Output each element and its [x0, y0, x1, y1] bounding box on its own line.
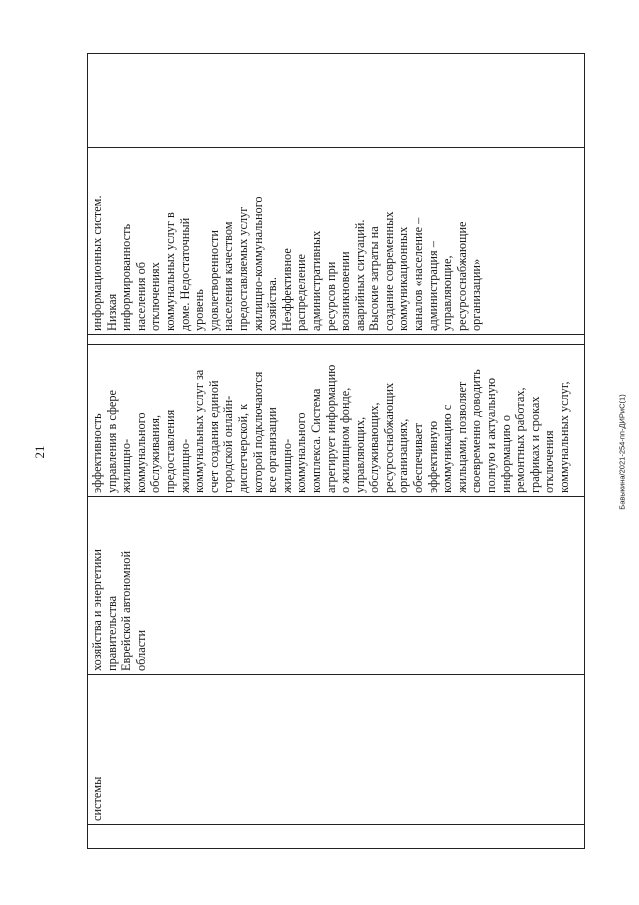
cell-line: о жилищном фонде, [338, 387, 353, 493]
cell-line: Неэффективное [279, 248, 294, 331]
cell-line: населения об [133, 262, 148, 331]
cell-line: информацию о [498, 415, 513, 493]
cell-line: предоставляемых услуг [235, 206, 250, 331]
cell-line: распределение [294, 253, 309, 331]
rotated-table [87, 53, 585, 849]
cell-line: Высокие затраты на [367, 226, 382, 331]
cell-line: коммунальных услуг, [557, 381, 571, 493]
table-cell-responsible [88, 496, 584, 674]
cell-line: эффективность [90, 413, 104, 493]
table-row [88, 54, 584, 848]
cell-line: коммунального [133, 412, 148, 493]
cell-line: организации» [469, 258, 484, 331]
cell-line: которой подключаются [250, 371, 265, 493]
cell-line: отключениях [148, 262, 163, 331]
cell-line: населения качеством [221, 221, 236, 331]
cell-line: коммуникацию с [440, 404, 455, 493]
cell-line: системы [90, 776, 104, 821]
cell-line: области [133, 629, 148, 671]
cell-line: управления в сфере [104, 390, 119, 493]
cell-line: обеспечивает [411, 423, 426, 493]
page-number: 21 [32, 445, 47, 459]
cell-line: каналов «население – [411, 217, 426, 331]
cell-line: управляющих, [352, 416, 367, 493]
cell-line: обслуживающих, [367, 402, 382, 493]
cell-line: хозяйства и энергетики [90, 549, 104, 671]
cell-line: городской онлайн- [221, 395, 236, 493]
cell-line: своевременно доводить [469, 369, 484, 493]
cell-line: удовлетворенности [206, 230, 221, 331]
cell-line: уровень [192, 289, 207, 331]
cell-line: Низкая [104, 293, 119, 331]
cell-line: графиках и сроках [527, 396, 542, 493]
cell-line: информированность [119, 223, 134, 331]
cell-line: административных [308, 230, 323, 331]
table-cell-number [88, 824, 584, 848]
cell-line: ресурсов при [323, 261, 338, 331]
table-cell-empty [88, 54, 584, 147]
cell-line: аварийных ситуаций. [352, 219, 367, 331]
table-cell-description [88, 344, 584, 496]
cell-line: жилищно- [279, 438, 294, 493]
cell-line: эффективную [425, 420, 440, 493]
cell-line: отключения [542, 430, 557, 493]
document-id: Бавыкина/2021-254-пп-ДИРиС(1) [617, 394, 627, 510]
cell-line: ресурсоснабжающих [381, 382, 396, 493]
cell-line: хозяйства. [265, 277, 280, 331]
cell-line: доме. Недостаточный [177, 217, 192, 331]
cell-line: комплекса. Система [308, 388, 323, 493]
table-cell-system [88, 674, 584, 824]
cell-line: информационных систем. [90, 195, 104, 331]
cell-line: жилищно-коммунального [250, 196, 265, 331]
cell-line: коммунального [294, 412, 309, 493]
cell-line: счет создания единой [206, 380, 221, 493]
cell-line: жилищно- [177, 438, 192, 493]
cell-line: жильцами, позволяет [454, 381, 469, 493]
cell-line: предоставления [162, 409, 177, 493]
table-cell-problems [88, 147, 584, 334]
cell-line: коммуникационных [396, 226, 411, 331]
cell-line: организациях, [396, 418, 411, 493]
cell-line: жилищно- [119, 438, 134, 493]
cell-line: создание современных [381, 211, 396, 331]
cell-line: возникновении [338, 251, 353, 331]
cell-line: обслуживания, [148, 414, 163, 493]
cell-line: диспетчерской, к [235, 403, 250, 493]
cell-line: Еврейской автономной [119, 550, 134, 671]
cell-line: правительства [104, 595, 119, 671]
cell-line: ремонтных работах, [513, 387, 528, 493]
cell-line: управляющие, [440, 255, 455, 331]
cell-line: все организации [265, 407, 280, 493]
cell-line: коммунальных услуг за [192, 369, 207, 493]
table-frame [87, 53, 585, 849]
cell-line: полную и актуальную [484, 377, 499, 493]
cell-line: ресурсоснабжающие [454, 221, 469, 331]
cell-line: коммунальных услуг в [162, 212, 177, 331]
cell-line: администрация – [425, 241, 440, 331]
table-cell-narrow [88, 334, 584, 344]
cell-line: агрегирует информацию [323, 364, 338, 493]
